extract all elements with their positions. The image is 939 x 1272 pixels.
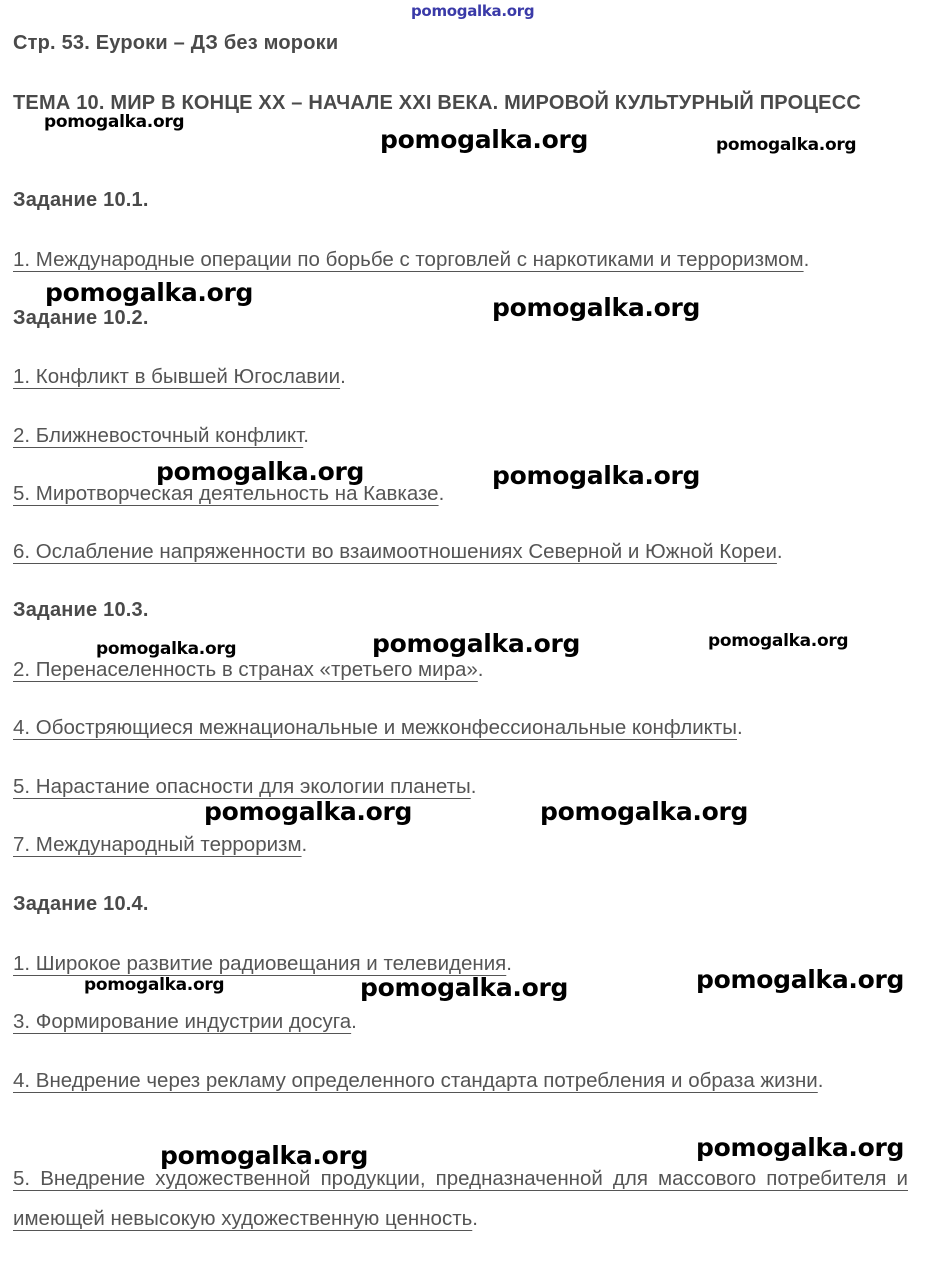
watermark: pomogalka.org [380, 125, 589, 154]
page-header: Стр. 53. Еуроки – ДЗ без мороки [13, 32, 339, 54]
answer-item[interactable]: 6. Ослабление напряженности во взаимоотношениях Северной и Южной Кореи. [13, 540, 783, 563]
answer-link[interactable]: 1. Конфликт в бывшей Югославии [13, 365, 341, 388]
answer-link[interactable]: 3. Формирование индустрии досуга [13, 1010, 352, 1033]
watermark: pomogalka.org [492, 461, 701, 490]
watermark: pomogalka.org [372, 629, 581, 658]
task-title: Задание 10.1. [13, 189, 149, 211]
answer-link[interactable]: 4. Обостряющиеся межнациональные и межконфессиональные конфликты [13, 716, 737, 739]
task-title: Задание 10.4. [13, 893, 149, 915]
watermark: pomogalka.org [540, 797, 749, 826]
watermark: pomogalka.org [696, 965, 905, 994]
answer-link[interactable]: 5. Внедрение художественной продукции, предназначенной для массового потребителя и имеющей невысокую художественную ценность [13, 1167, 908, 1230]
answer-item[interactable]: 4. Внедрение через рекламу определенного стандарта потребления и образа жизни. [13, 1069, 824, 1092]
theme-title: ТЕМА 10. МИР В КОНЦЕ XX – НАЧАЛЕ XXI ВЕКА. МИРОВОЙ КУЛЬТУРНЫЙ ПРОЦЕСС [13, 92, 861, 114]
answer-item[interactable]: 7. Международный терроризм. [13, 833, 308, 856]
watermark: pomogalka.org [360, 973, 569, 1002]
answer-link[interactable]: 4. Внедрение через рекламу определенного стандарта потребления и образа жизни [13, 1069, 818, 1092]
answer-link[interactable]: 1. Международные операции по борьбе с торговлей с наркотиками и терроризмом [13, 248, 804, 271]
watermark: pomogalka.org [696, 1133, 905, 1162]
watermark: pomogalka.org [708, 631, 849, 651]
answer-item[interactable]: 2. Ближневосточный конфликт. [13, 424, 309, 447]
watermark: pomogalka.org [204, 797, 413, 826]
answer-item[interactable]: 1. Международные операции по борьбе с торговлей с наркотиками и терроризмом. [13, 248, 810, 271]
answer-item[interactable]: 1. Широкое развитие радиовещания и телевидения. [13, 952, 512, 975]
answer-link[interactable]: 1. Широкое развитие радиовещания и телевидения [13, 952, 507, 975]
top-watermark: pomogalka.org [411, 2, 535, 20]
answer-link[interactable]: 5. Миротворческая деятельность на Кавказе [13, 482, 439, 505]
watermark: pomogalka.org [45, 278, 254, 307]
answer-item[interactable]: 5. Нарастание опасности для экологии планеты. [13, 775, 477, 798]
answer-link[interactable]: 2. Ближневосточный конфликт [13, 424, 304, 447]
task-title: Задание 10.2. [13, 307, 149, 329]
answer-item[interactable]: 3. Формирование индустрии досуга. [13, 1010, 357, 1033]
task-title: Задание 10.3. [13, 599, 149, 621]
watermark: pomogalka.org [84, 975, 225, 995]
answer-item[interactable]: 2. Перенаселенность в странах «третьего мира». [13, 658, 484, 681]
watermark: pomogalka.org [492, 293, 701, 322]
watermark: pomogalka.org [160, 1141, 369, 1170]
answer-item[interactable]: 1. Конфликт в бывшей Югославии. [13, 365, 346, 388]
answer-link[interactable]: 7. Международный терроризм [13, 833, 302, 856]
answer-item[interactable]: 5. Миротворческая деятельность на Кавказе. [13, 482, 445, 505]
answer-link[interactable]: 2. Перенаселенность в странах «третьего мира» [13, 658, 478, 681]
answer-item[interactable]: 4. Обостряющиеся межнациональные и межконфессиональные конфликты. [13, 716, 743, 739]
answer-link[interactable]: 6. Ослабление напряженности во взаимоотношениях Северной и Южной Кореи [13, 540, 777, 563]
watermark: pomogalka.org [156, 457, 365, 486]
watermark: pomogalka.org [96, 639, 237, 659]
answer-item[interactable]: 5. Внедрение художественной продукции, предназначенной для массового потребителя и имеющей невысокую художественную ценность. [13, 1167, 908, 1230]
watermark: pomogalka.org [44, 112, 185, 132]
watermark: pomogalka.org [716, 135, 857, 155]
answer-link[interactable]: 5. Нарастание опасности для экологии планеты [13, 775, 471, 798]
